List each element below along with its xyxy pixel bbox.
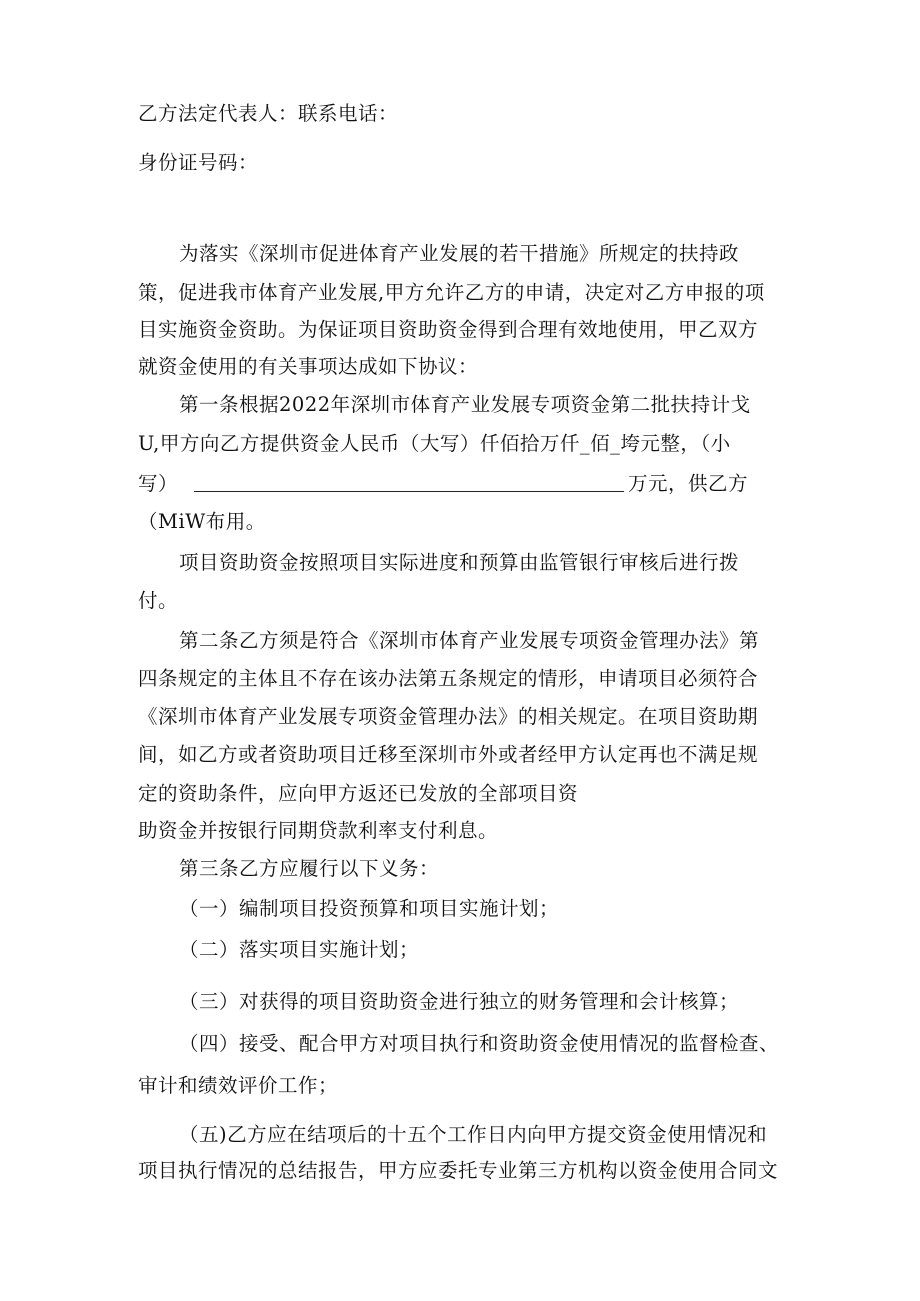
intro-line-3: 目实施资金资助。为保证项目资助资金得到合理有效地使用，甲乙双方 [138,318,759,341]
article1-amount-suffix: 万元，供乙方 [628,472,749,495]
article2-line-6: 助资金并按银行同期贷款利率支付利息。 [138,819,499,842]
disbursement-line-2: 付。 [138,589,179,612]
article2-line-1: 第二条乙方须是符合《深圳市体育产业发展专项资金管理办法》第 [179,629,760,652]
article3-title: 第三条乙方应履行以下义务： [179,857,440,880]
article3-item-3: （三）对获得的项目资助资金进行独立的财务管理和会计核算； [179,990,740,1013]
disbursement-line-1: 项目资助资金按照项目实际进度和预算由监管银行审核后进行拨 [179,551,740,574]
article1-small-label: 写） [138,472,179,495]
article1-line-4: （MiW布用。 [138,510,266,533]
article1-line-3 [138,472,748,496]
amount-blank [194,475,624,492]
article2-line-4: 间，如乙方或者资助项目迁移至深圳市外或者经甲方认定再也不满足规 [138,743,759,766]
article3-item-5-line-1: （五)乙方应在结项后的十五个工作日内向甲方提交资金使用情况和 [179,1123,768,1146]
article2-line-5: 定的资助条件，应向甲方返还已发放的全部项目资 [138,782,579,805]
id-number-line: 身份证号码： [138,151,259,174]
intro-line-2: 策，促进我市体育产业发展,甲方允许乙方的申请，决定对乙方申报的项 [138,281,765,304]
legal-rep-line: 乙方法定代表人：联系电话： [138,102,399,125]
article3-item-4-line-1: （四）接受、配合甲方对项目执行和资助资金使用情况的监督检查、 [179,1032,780,1055]
article3-item-1: （一）编制项目投资预算和项目实施计划； [179,897,560,920]
intro-line-4: 就资金使用的有关事项达成如下协议： [138,355,479,378]
intro-line-1: 为落实《深圳市促进体育产业发展的若干措施》所规定的扶持政 [179,242,740,265]
article1-line-2: U,甲方向乙方提供资金人民币（大写）仟佰拾万仟_佰_垮元整，（小 [138,432,731,455]
article2-line-3: 《深圳市体育产业发展专项资金管理办法》的相关规定。在项目资助期 [138,705,759,728]
article3-item-5-line-2: 项目执行情况的总结报告，甲方应委托专业第三方机构以资金使用合同文 [138,1159,779,1182]
article3-item-2: （二）落实项目实施计划； [179,938,420,961]
article2-line-2: 四条规定的主体且不存在该办法第五条规定的情形，申请项目必须符合 [138,667,759,690]
article3-item-4-line-2: 审计和绩效评价工作； [138,1074,339,1097]
article1-line-1: 第一条根据2022年深圳市体育产业发展专项资金第二批扶持计戈 [179,393,751,416]
